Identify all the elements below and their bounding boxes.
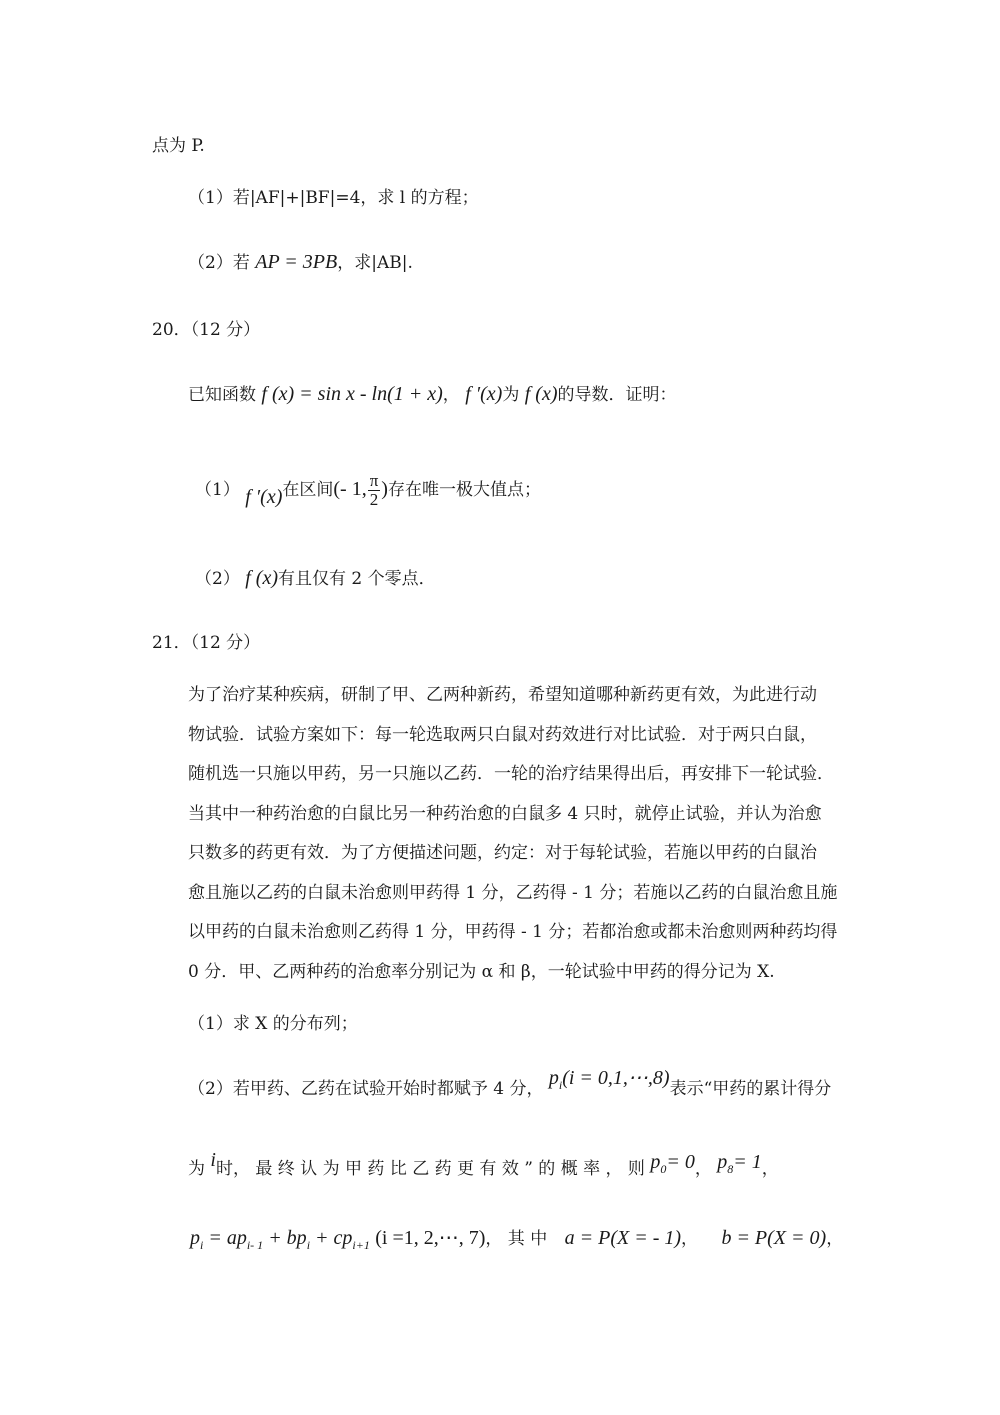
q21-line-c-comma1: ， xyxy=(694,1159,712,1179)
q20-part1-end: 存在唯一极大值点； xyxy=(387,480,541,500)
q21-line-d-b: b = P(X = 0) xyxy=(721,1227,827,1249)
q20-part1-frac xyxy=(368,472,381,509)
q21-line-d-a: a = P(X = - 1) xyxy=(564,1227,682,1249)
q21-line-c-p0-sub: 0 xyxy=(660,1162,667,1176)
q20-stem-deriv: f ′(x) xyxy=(465,383,503,405)
q21-line-c-comma2: ， xyxy=(761,1159,779,1179)
q20-part1-frac-top: π xyxy=(369,471,379,490)
q19-part2-prefix: （2）若 xyxy=(188,253,250,273)
q21-line-3: 随机选一只施以甲药，另一只施以乙药．一轮的治疗结果得出后，再安排下一轮试验． xyxy=(188,764,834,784)
q21-part2-line-a xyxy=(188,1067,832,1107)
q21-part2-math1-p: p xyxy=(548,1067,559,1089)
q21-part2-b: 表示“甲药的累计得分 xyxy=(669,1079,832,1099)
q20-stem-text: 为 xyxy=(502,385,520,405)
q21-line-c-text: 为 xyxy=(188,1159,205,1179)
q21-line-c-p8-sub: 8 xyxy=(727,1162,734,1176)
q21-rec-p: p xyxy=(190,1227,200,1249)
q20-stem-prefix: 已知函数 xyxy=(188,385,256,405)
q19-part2-suffix: ，求|AB|. xyxy=(337,253,413,273)
point-p-text: 点为 P. xyxy=(152,136,205,156)
q20-stem xyxy=(188,382,677,407)
q20-stem-func2: f (x) xyxy=(524,383,558,405)
q20-part1-interval-left: (- 1, xyxy=(333,478,367,500)
q21-rec-sub-im1: i- 1 xyxy=(246,1238,264,1252)
point-p-line xyxy=(152,134,205,158)
q21-line-5: 只数多的药更有效．为了方便描述问题，约定：对于每轮试验，若施以甲药的白鼠治 xyxy=(188,843,817,863)
q20-part1-math: f ′(x) xyxy=(245,486,283,508)
q21-part2-line-c xyxy=(188,1149,852,1187)
q21-part2-math1-sub: i xyxy=(558,1078,563,1092)
q20-number-text: 20．（12 分） xyxy=(152,320,261,340)
q21-line-d-text: ， 其 中 xyxy=(485,1229,548,1249)
q21-part2-math1 xyxy=(548,1067,670,1092)
q21-part1-text: （1）求 X 的分布列； xyxy=(188,1014,358,1034)
q19-part1 xyxy=(188,186,479,210)
q21-rec-plus1: + bp xyxy=(268,1227,307,1249)
q21-part2-math1-rest: (i = 0,1,⋯,8) xyxy=(562,1067,670,1089)
q21-line-c-mid: 时， 最 终 认 为 甲 药 比 乙 药 更 有 效 ” 的 概 率 ， 则 xyxy=(215,1159,645,1179)
q20-part1-interval-right: ) xyxy=(381,478,388,500)
q21-line-c-p8-rest: = 1 xyxy=(733,1151,762,1173)
q20-part2-label: （2） xyxy=(195,569,240,589)
q21-rec-plus2: + cp xyxy=(315,1227,353,1249)
q21-rec-eq: = ap xyxy=(208,1227,247,1249)
q21-rec-sub-ip1: i+1 xyxy=(352,1238,370,1252)
q21-rec-range: (i =1, 2,⋯, 7) xyxy=(375,1227,486,1249)
q21-line-d-end: ， xyxy=(826,1229,844,1249)
q21-line-c-p8-p: p xyxy=(717,1151,728,1173)
q20-part1-text: 在区间 xyxy=(282,480,334,500)
q21-recurrence xyxy=(190,1227,370,1252)
q21-line-c-p8 xyxy=(717,1151,762,1176)
q21-line-c-p0-rest: = 0 xyxy=(666,1151,695,1173)
q20-part2 xyxy=(195,566,436,591)
q19-part2 xyxy=(188,250,413,275)
q20-part2-end: 有且仅有 2 个零点． xyxy=(278,569,436,589)
q20-part2-math: f (x) xyxy=(245,567,278,589)
q21-line-4: 当其中一种药治愈的白鼠比另一种药治愈的白鼠多 4 只时，就停止试验，并认为治愈 xyxy=(188,803,822,824)
q19-part1-text: （1）若|AF|+|BF|=4，求 l 的方程； xyxy=(188,188,479,208)
q20-part1-frac-bot: 2 xyxy=(369,490,379,509)
q21-line-8: 0 分．甲、乙两种药的治愈率分别记为 α 和 β，一轮试验中甲药的得分记为 X. xyxy=(188,961,775,982)
q21-part2-a: （2）若甲药、乙药在试验开始时都赋予 4 分， xyxy=(188,1079,544,1099)
q21-line-c-p0 xyxy=(650,1151,695,1176)
q20-part1-label: （1） xyxy=(195,480,240,500)
q21-stem xyxy=(188,676,852,992)
q21-number-text: 21．（12 分） xyxy=(152,633,261,653)
q20-stem-mid: ， xyxy=(442,385,460,405)
q21-line-c-i: i xyxy=(210,1149,216,1171)
q21-part2-line-d xyxy=(190,1226,843,1257)
q20-stem-end: 的导数．证明： xyxy=(557,385,677,405)
q20-number xyxy=(152,318,260,342)
q21-rec-sub-i: i xyxy=(200,1238,204,1252)
q21-part1 xyxy=(188,1012,358,1036)
q21-number xyxy=(152,631,260,655)
q19-part2-math: AP = 3PB xyxy=(255,251,338,273)
q21-line-1: 为了治疗某种疾病，研制了甲、乙两种新药，希望知道哪种新药更有效，为此进行动 xyxy=(188,685,817,705)
q21-line-7: 以甲药的白鼠未治愈则乙药得 1 分，甲药得 - 1 分；若都治愈或都未治愈则两种药均得 xyxy=(188,922,838,942)
q21-line-c-p0-p: p xyxy=(650,1151,661,1173)
q21-line-6: 愈且施以乙药的白鼠未治愈则甲药得 1 分，乙药得 - 1 分；若施以乙药的白鼠治愈且施 xyxy=(188,882,838,903)
q20-stem-func: f (x) = sin x - ln(1 + x) xyxy=(261,383,443,405)
q20-part1 xyxy=(195,472,541,509)
q21-rec-sub-i2: i xyxy=(306,1238,311,1252)
q21-line-2: 物试验．试验方案如下：每一轮选取两只白鼠对药效进行对比试验．对于两只白鼠， xyxy=(188,724,817,745)
q21-line-d-comma: ， xyxy=(681,1229,699,1249)
